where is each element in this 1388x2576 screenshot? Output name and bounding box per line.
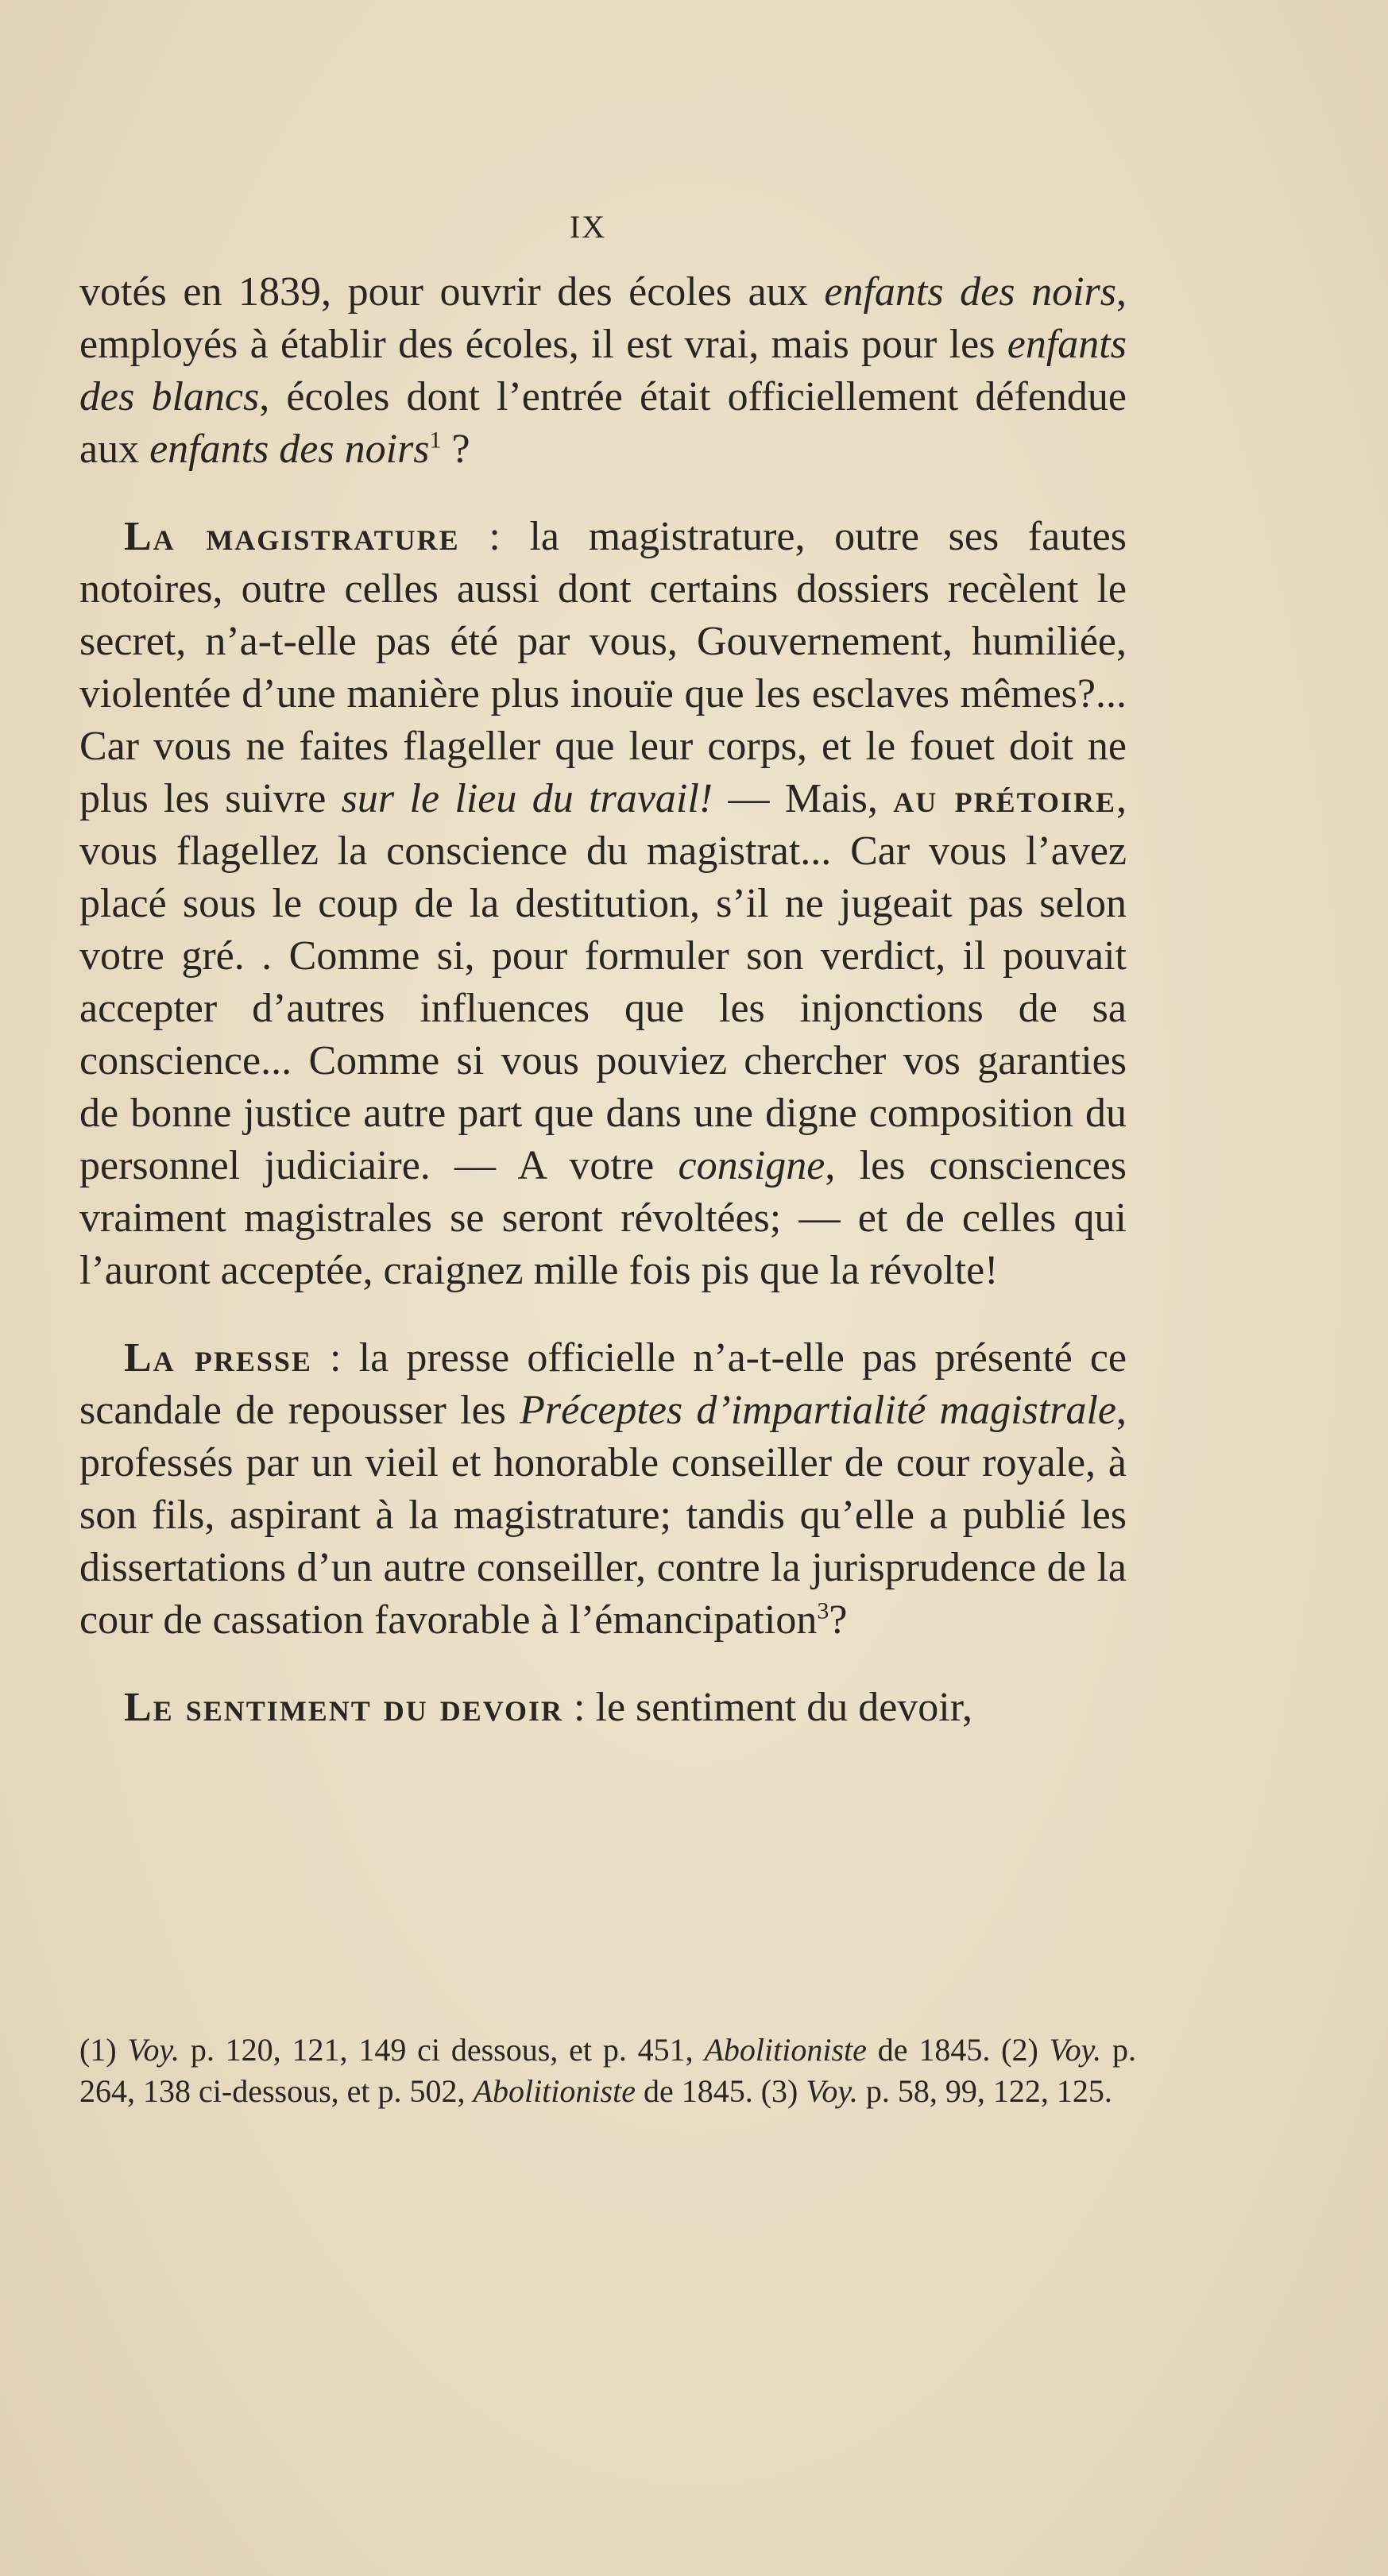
text-run: : la presse officielle n’a-t-elle pas présenté ce scandale de repousser les bbox=[79, 1335, 1127, 1433]
italic-text: enfants des noirs bbox=[824, 269, 1117, 315]
small-caps-heading: Le sentiment du devoir bbox=[124, 1685, 564, 1730]
italic-text: sur le lieu du travail! bbox=[341, 776, 713, 821]
text-run: , professés par un vieil et honorable conseiller de cour royale, à son fils, aspirant à la magistrature; tandis qu’elle a publié les dissertations d’un autre conseiller, contre la jurisprudence de la cour de cassation favorable à l’émancipation bbox=[79, 1388, 1127, 1643]
text-run: : le sentiment du devoir, bbox=[563, 1685, 972, 1730]
italic-text: enfants des noirs bbox=[149, 427, 430, 472]
paragraph-presse bbox=[79, 1332, 1127, 1647]
italic-text: enfants des blancs bbox=[79, 322, 1127, 419]
italic-text: Voy. bbox=[1049, 2032, 1102, 2068]
text-run: (1) bbox=[79, 2032, 128, 2068]
italic-text: Voy. bbox=[127, 2032, 180, 2068]
body-text bbox=[79, 266, 1127, 1734]
text-run: de 1845. (2) bbox=[866, 2032, 1050, 2068]
page-number: IX bbox=[569, 209, 607, 245]
small-caps-heading: La presse bbox=[124, 1335, 312, 1381]
italic-text: consigne bbox=[678, 1143, 825, 1188]
text-run: : la magistrature, outre ses fautes notoires, outre celles aussi dont certains dossiers recèlent le secret, n’a-t-elle pas été par vous, Gouvernement, humiliée, violentée d’une manière plus inouïe que les esclaves mêmes?... Car vous ne faites flageller que leur corps, et le fouet doit ne plus les suivre bbox=[79, 514, 1127, 821]
paragraph-magistrature bbox=[79, 511, 1127, 1297]
text-run: ? bbox=[441, 427, 470, 472]
footnote-marker: 1 bbox=[429, 427, 442, 454]
text-run: p. 120, 121, 149 ci dessous, et p. 451, bbox=[180, 2032, 705, 2068]
italic-text: Préceptes d’impartialité magistrale bbox=[520, 1388, 1116, 1433]
italic-text: Abolitioniste bbox=[704, 2032, 867, 2068]
footnotes bbox=[79, 2030, 1136, 2112]
text-run: p. 58, 99, 122, 125. bbox=[857, 2073, 1112, 2109]
text-run: — Mais, bbox=[713, 776, 894, 821]
footnote-marker: 3 bbox=[817, 1597, 829, 1624]
paragraph-continuation bbox=[79, 266, 1127, 476]
text-run: p. 264, 138 ci-dessous, et p. 502, bbox=[79, 2032, 1136, 2109]
paragraph-sentiment-du-devoir bbox=[79, 1682, 1127, 1734]
small-caps-heading: au prétoire bbox=[893, 776, 1116, 821]
text-run: , les consciences vraiment magistrales se seront révoltées; — et de celles qui l’auront acceptée, craignez mille fois pis que la révolte! bbox=[79, 1143, 1127, 1293]
text-run: , vous flagellez la conscience du magistrat... Car vous l’avez placé sous le coup de la destitution, s’il ne jugeait pas selon votre gré. . Comme si, pour formuler son verdict, il pouvait accepter d’autres influences que les injonctions de sa conscience... Comme si vous pouviez chercher vos garanties de bonne justice autre part que dans une digne composition du personnel judiciaire. — A votre bbox=[79, 776, 1127, 1188]
text-run: , écoles dont l’entrée était officiellement défendue aux bbox=[79, 374, 1127, 472]
italic-text: Voy. bbox=[806, 2073, 858, 2109]
text-run: de 1845. (3) bbox=[635, 2073, 806, 2109]
small-caps-heading: La magistrature bbox=[124, 514, 460, 559]
italic-text: Abolitioniste bbox=[473, 2073, 636, 2109]
text-run: , employés à établir des écoles, il est vrai, mais pour les bbox=[79, 269, 1127, 367]
text-run: ? bbox=[829, 1597, 848, 1643]
text-run: votés en 1839, pour ouvrir des écoles aux bbox=[79, 269, 825, 315]
